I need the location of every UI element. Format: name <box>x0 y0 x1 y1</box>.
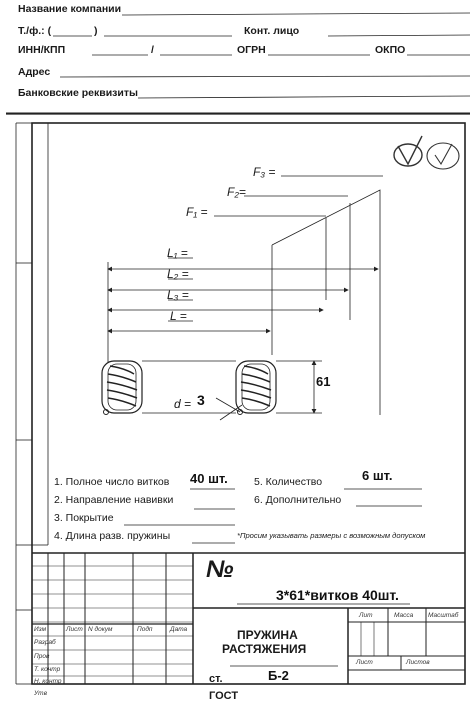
row-utv: Утв <box>34 690 47 697</box>
spring-section <box>102 361 322 420</box>
force-f2-label: F₂= <box>227 185 246 199</box>
row-prov: Пров <box>34 653 50 660</box>
item-winding-direction-label: 2. Направление навивки <box>54 494 174 506</box>
tolerance-note: *Просим указывать размеры с возможным допуском <box>237 531 426 540</box>
force-f1-label: F₁ = <box>186 205 208 219</box>
inn-slash: / <box>151 44 154 56</box>
length-l3-label: L₃ = <box>167 288 189 302</box>
length-l2-label: L₂ = <box>167 267 189 281</box>
inn-kpp-label: ИНН/КПП <box>18 44 66 56</box>
length-l1-label: L₁ = <box>167 246 188 260</box>
row-t-kontr: Т. контр <box>34 666 61 673</box>
steel-label: ст. <box>209 673 223 685</box>
sheets-total-label: Листов <box>406 659 430 666</box>
col-izm: Изм <box>34 626 47 633</box>
gost-label: ГОСТ <box>209 690 239 702</box>
lit-label: Лит <box>359 612 373 619</box>
bank-details-label: Банковские реквизиты <box>18 87 138 99</box>
item-additional-label: 6. Дополнительно <box>254 494 342 506</box>
item-wire-length-label: 4. Длина разв. пружины <box>54 530 171 542</box>
document-number-value: 3*61*витков 40шт. <box>276 587 399 603</box>
okpo-label: ОКПО <box>375 44 406 56</box>
col-n-dokum: N докум <box>88 626 113 633</box>
document-number-sign: № <box>206 556 234 583</box>
force-f3-label: F₃ = <box>253 165 276 179</box>
item-quantity-label: 5. Количество <box>254 476 323 488</box>
force-lines <box>214 176 383 415</box>
product-name-line1: ПРУЖИНА <box>237 628 298 642</box>
row-razrab: Разраб <box>34 639 56 646</box>
address-label: Адрес <box>18 66 51 78</box>
sheet-label: Лист <box>356 659 373 666</box>
masshtab-label: Масштаб <box>428 612 459 619</box>
item-total-coils-label: 1. Полное число витков <box>54 476 170 488</box>
col-list: Лист <box>66 626 83 633</box>
check-marks <box>394 136 459 169</box>
length-dimensions <box>108 258 378 362</box>
wire-diameter-label: d = <box>174 397 192 411</box>
item-total-coils-value: 40 шт. <box>190 471 228 486</box>
length-l-label: L = <box>170 309 187 323</box>
steel-grade-value: Б-2 <box>268 668 289 683</box>
item-coating-label: 3. Покрытие <box>54 512 114 524</box>
massa-label: Масса <box>394 612 414 619</box>
col-podp: Подп <box>137 626 153 633</box>
wire-diameter-value: 3 <box>197 392 205 408</box>
company-name-label: Название компании <box>18 3 122 15</box>
col-data: Дата <box>170 626 188 633</box>
outer-diameter-value: 61 <box>316 374 331 389</box>
phone-label: Т./ф.: ( <box>18 25 52 37</box>
phone-close-paren: ) <box>94 25 98 37</box>
product-name-line2: РАСТЯЖЕНИЯ <box>222 642 307 656</box>
item-quantity-value: 6 шт. <box>362 468 393 483</box>
row-n-kontr: Н. контр <box>34 678 62 685</box>
ogrn-label: ОГРН <box>237 44 266 56</box>
contact-person-label: Конт. лицо <box>244 25 300 37</box>
